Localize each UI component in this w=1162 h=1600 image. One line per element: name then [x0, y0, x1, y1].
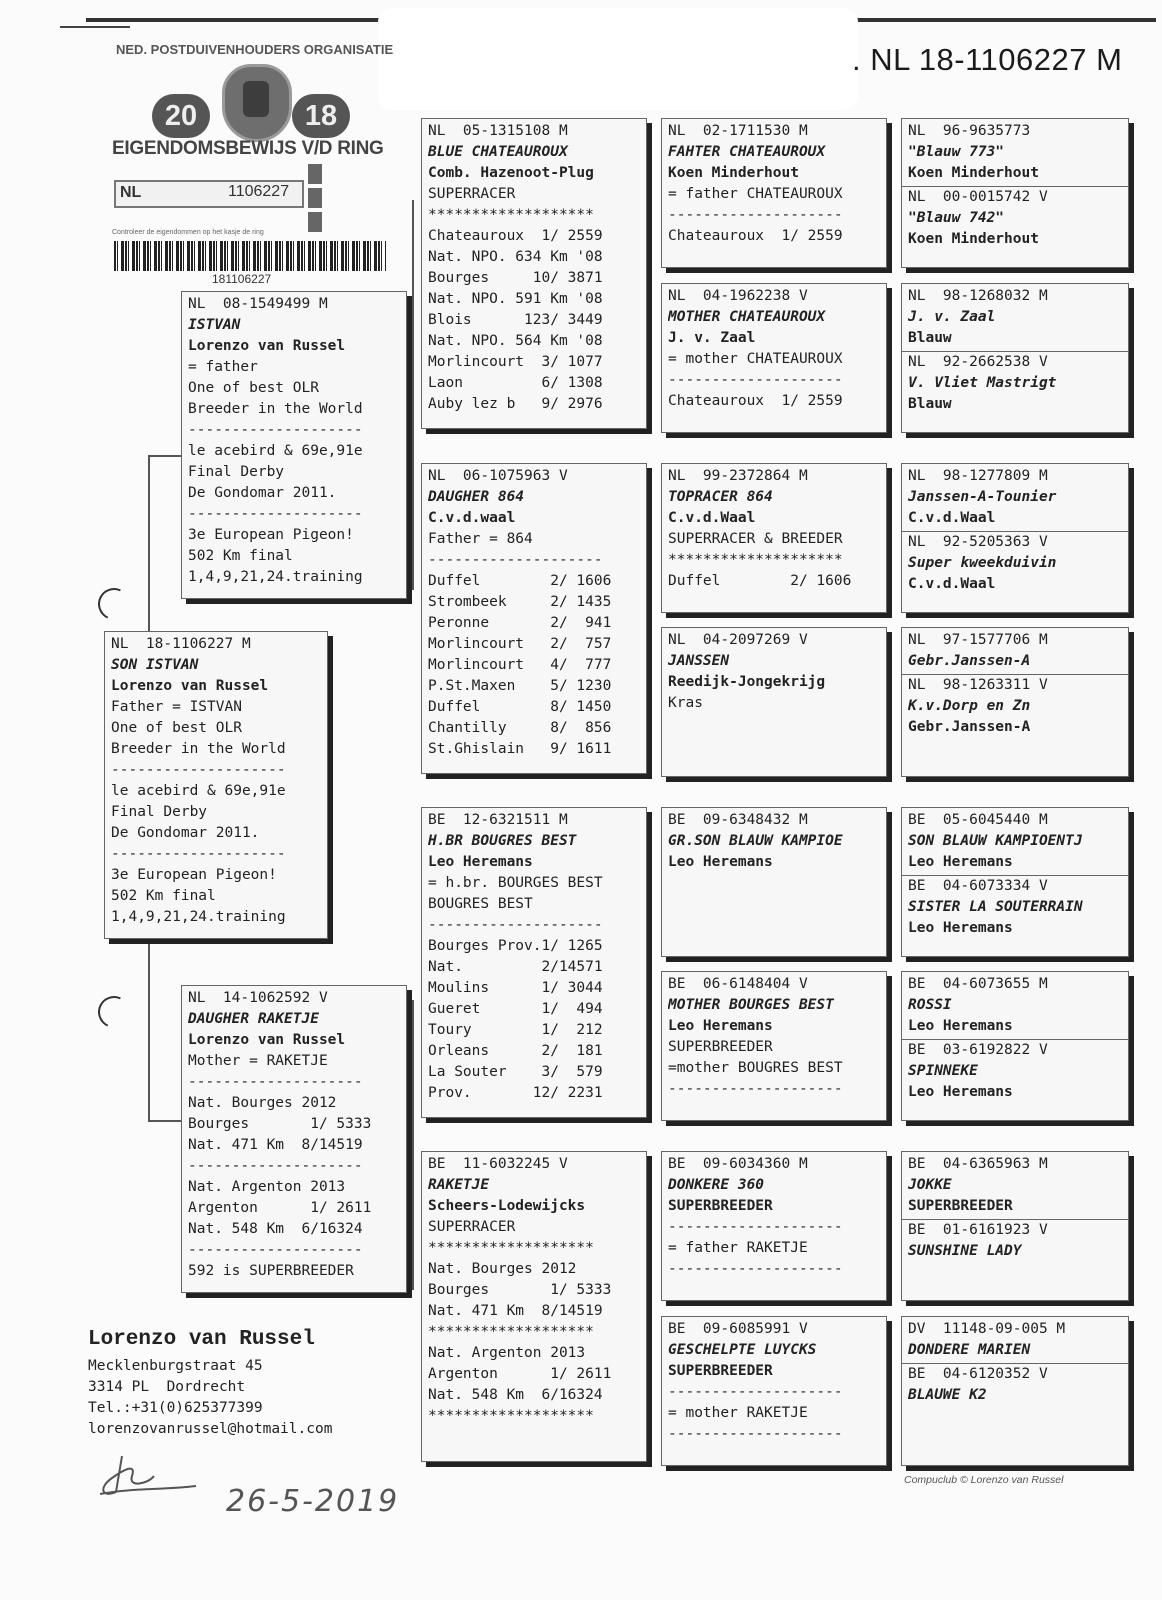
ring-certificate [112, 36, 398, 288]
ring-number: NL 06-1075963 V [428, 468, 568, 484]
pigeon-name: BLUE CHATEAUROUX [428, 144, 568, 160]
ring-number: BE 01-6161923 V [908, 1222, 1048, 1238]
pigeon-name: JOKKE [908, 1177, 952, 1193]
pigeon-box-gen4 [901, 283, 1129, 433]
detail-line: Father = ISTVAN [111, 699, 242, 715]
pigeon-box-gen4 [901, 627, 1129, 777]
ring-number: NL 14-1062592 V [188, 990, 328, 1006]
detail-line: 1,4,9,21,24.training [111, 909, 286, 925]
detail-line: Nat. 548 Km 6/16324 [188, 1221, 363, 1237]
detail-line: -------------------- [188, 1242, 363, 1258]
detail-line: Morlincourt 3/ 1077 [428, 354, 603, 370]
detail-line: 502 Km final [188, 548, 293, 564]
ring-number-title: . NL 18-1106227 M [852, 42, 1123, 77]
detail-line: -------------------- [111, 846, 286, 862]
ring-number: NL 99-2372864 M [668, 468, 808, 484]
detail-line: Chateauroux 1/ 2559 [428, 228, 603, 244]
detail-line: 502 Km final [111, 888, 216, 904]
detail-line: ******************** [668, 552, 843, 568]
detail-line: -------------------- [428, 917, 603, 933]
detail-line: Duffel 2/ 1606 [668, 573, 852, 589]
pigeon-name: BLAUWE K2 [908, 1387, 987, 1403]
ring-number: BE 09-6034360 M [668, 1156, 808, 1172]
ring-number: BE 04-6365963 M [908, 1156, 1048, 1172]
detail-line: One of best OLR [188, 380, 319, 396]
detail-line: Argenton 1/ 2611 [188, 1200, 372, 1216]
pigeon-box-gen3 [661, 807, 887, 957]
detail-line: = h.br. BOURGES BEST [428, 875, 603, 891]
ring-number: NL 00-0015742 V [908, 189, 1048, 205]
detail-line: Nat. Argenton 2013 [428, 1345, 586, 1361]
owner-name: Lorenzo van Russel [111, 678, 269, 694]
detail-line: SUPERRACER [428, 1219, 516, 1235]
pigeon-box-gen4 [901, 971, 1129, 1121]
detail-line: = mother CHATEAUROUX [668, 351, 843, 367]
ring-number: NL 05-1315108 M [428, 123, 568, 139]
detail-line: Toury 1/ 212 [428, 1022, 603, 1038]
pigeon-name: Janssen-A-Tounier [908, 489, 1057, 505]
pigeon-name: RAKETJE [428, 1177, 490, 1193]
certificate-control-text: Controleer de eigendommen op het kasje de ring [112, 229, 264, 236]
pigeon-name: MOTHER CHATEAUROUX [668, 309, 826, 325]
owner-name: Leo Heremans [668, 854, 773, 870]
detail-line: Chantilly 8/ 856 [428, 720, 612, 736]
owner-name: Blauw [908, 330, 952, 346]
pigeon-name: K.v.Dorp en Zn [908, 698, 1031, 714]
ring-number: BE 04-6120352 V [908, 1366, 1048, 1382]
breeder-street: Mecklenburgstraat 45 [88, 1358, 263, 1374]
detail-line: Bourges 10/ 3871 [428, 270, 603, 286]
ring-number: NL 96-9635773 [908, 123, 1031, 139]
pigeon-name: DONKERE 360 [668, 1177, 765, 1193]
top-rule-left [60, 26, 130, 28]
breeder-info [88, 1324, 332, 1440]
detail-line: = father CHATEAUROUX [668, 186, 843, 202]
connector-line [148, 455, 182, 457]
owner-name: Lorenzo van Russel [188, 1032, 346, 1048]
crest-icon [222, 64, 292, 142]
detail-line: ******************* [428, 1408, 594, 1424]
detail-line: Nat. 548 Km 6/16324 [428, 1387, 603, 1403]
owner-name: Leo Heremans [668, 1018, 773, 1034]
detail-line: SUPERRACER [428, 186, 516, 202]
pigeon-name: MOTHER BOURGES BEST [668, 997, 834, 1013]
ring-number: BE 12-6321511 M [428, 812, 568, 828]
detail-line: le acebird & 69e,91e [188, 443, 363, 459]
breeder-email: lorenzovanrussel@hotmail.com [88, 1421, 333, 1437]
owner-name: Lorenzo van Russel [188, 338, 346, 354]
detail-line: 1,4,9,21,24.training [188, 569, 363, 585]
ring-number: NL 92-2662538 V [908, 354, 1048, 370]
owner-name: Koen Minderhout [908, 165, 1039, 181]
pigeon-box-gen4 [901, 807, 1129, 957]
detail-line: Orleans 2/ 181 [428, 1043, 603, 1059]
pigeon-name: GESCHELPTE LUYCKS [668, 1342, 817, 1358]
detail-line: BOUGRES BEST [428, 896, 533, 912]
owner-name: Blauw [908, 396, 952, 412]
ring-number: BE 06-6148404 V [668, 976, 808, 992]
detail-line: -------------------- [668, 1261, 843, 1277]
pigeon-box-gen3 [661, 463, 887, 613]
certificate-ring: 1106227 [228, 183, 290, 200]
pigeon-box-gen3 [661, 1151, 887, 1301]
detail-line: Peronne 2/ 941 [428, 615, 612, 631]
detail-line: De Gondomar 2011. [111, 825, 260, 841]
detail-line: Blois 123/ 3449 [428, 312, 603, 328]
pigeon-box-gen3 [661, 118, 887, 268]
pigeon-box-gen4 [901, 118, 1129, 268]
pigeon-name: TOPRACER 864 [668, 489, 773, 505]
ring-number: NL 98-1263311 V [908, 677, 1048, 693]
detail-line: La Souter 3/ 579 [428, 1064, 603, 1080]
detail-line: Laon 6/ 1308 [428, 375, 603, 391]
detail-line: 592 is SUPERBREEDER [188, 1263, 354, 1279]
detail-line: -------------------- [111, 762, 286, 778]
detail-line: -------------------- [668, 372, 843, 388]
pigeon-name: "Blauw 742" [908, 210, 1005, 226]
ring-number: NL 18-1106227 M [111, 636, 251, 652]
detail-line: Morlincourt 4/ 777 [428, 657, 612, 673]
connector-line [412, 200, 414, 590]
detail-line: Argenton 1/ 2611 [428, 1366, 612, 1382]
pigeon-name: DONDERE MARIEN [908, 1342, 1031, 1358]
certificate-title: EIGENDOMSBEWIJS V/D RING [112, 138, 384, 159]
detail-line: Kras [668, 695, 703, 711]
ring-number: BE 09-6348432 M [668, 812, 808, 828]
owner-name: Leo Heremans [908, 920, 1013, 936]
detail-line: Chateauroux 1/ 2559 [668, 228, 843, 244]
detail-line: 3e European Pigeon! [111, 867, 277, 883]
certificate-year-left: 20 [152, 94, 210, 138]
ring-number: NL 04-1962238 V [668, 288, 808, 304]
ring-number: NL 98-1277809 M [908, 468, 1048, 484]
owner-name: Leo Heremans [908, 1084, 1013, 1100]
pigeon-name: SPINNEKE [908, 1063, 978, 1079]
owner-name: SUPERBREEDER [908, 1198, 1013, 1214]
detail-line: Bourges Prov.1/ 1265 [428, 938, 603, 954]
detail-line: Nat. NPO. 634 Km '08 [428, 249, 603, 265]
detail-line: -------------------- [668, 1081, 843, 1097]
pigeon-box-sire [181, 291, 407, 599]
detail-line: Bourges 1/ 5333 [188, 1116, 372, 1132]
detail-line: Nat. 471 Km 8/14519 [188, 1137, 363, 1153]
signature-icon [92, 1448, 202, 1508]
detail-line: Moulins 1/ 3044 [428, 980, 603, 996]
connector-line [412, 1000, 414, 1290]
certificate-year-right: 18 [292, 94, 350, 138]
pigeon-box-gen3 [661, 627, 887, 777]
detail-line: Morlincourt 2/ 757 [428, 636, 612, 652]
detail-line: Nat. Argenton 2013 [188, 1179, 346, 1195]
owner-name: SUPERBREEDER [668, 1363, 773, 1379]
footer-credit: Compuclub © Lorenzo van Russel [904, 1474, 1064, 1486]
ring-number: NL 97-1577706 M [908, 632, 1048, 648]
ring-number: BE 11-6032245 V [428, 1156, 568, 1172]
connector-line [148, 455, 150, 633]
owner-name: Koen Minderhout [908, 231, 1039, 247]
detail-line: Father = 864 [428, 531, 533, 547]
owner-name: J. v. Zaal [668, 330, 756, 346]
detail-line: -------------------- [668, 1426, 843, 1442]
detail-line: P.St.Maxen 5/ 1230 [428, 678, 612, 694]
detail-line: Auby lez b 9/ 2976 [428, 396, 603, 412]
detail-line: Duffel 8/ 1450 [428, 699, 612, 715]
pigeon-name: J. v. Zaal [908, 309, 996, 325]
ring-number: NL 08-1549499 M [188, 296, 328, 312]
detail-line: De Gondomar 2011. [188, 485, 337, 501]
pigeon-box-gen3 [661, 1316, 887, 1466]
pigeon-box-dam-dam [421, 1151, 647, 1462]
detail-line: = mother RAKETJE [668, 1405, 808, 1421]
pigeon-box-gen4 [901, 463, 1129, 613]
certificate-org: NED. POSTDUIVENHOUDERS ORGANISATIE [116, 42, 394, 57]
pigeon-box-gen3 [661, 283, 887, 433]
detail-line: Mother = RAKETJE [188, 1053, 328, 1069]
owner-name: C.v.d.Waal [668, 510, 756, 526]
pigeon-name: V. Vliet Mastrigt [908, 375, 1057, 391]
owner-name: C.v.d.waal [428, 510, 516, 526]
punch-hole-icon [93, 583, 134, 624]
ring-number: BE 04-6073334 V [908, 878, 1048, 894]
breeder-phone: Tel.:+31(0)625377399 [88, 1400, 263, 1416]
owner-name: C.v.d.Waal [908, 576, 996, 592]
detail-line: Breeder in the World [111, 741, 286, 757]
pigeon-box-gen3 [661, 971, 887, 1121]
detail-line: SUPERBREEDER [668, 1039, 773, 1055]
pigeon-name: JANSSEN [668, 653, 730, 669]
ring-number: NL 04-2097269 V [668, 632, 808, 648]
pigeon-box-gen4 [901, 1316, 1129, 1466]
owner-name: Leo Heremans [908, 854, 1013, 870]
pigeon-box-sire-dam [421, 463, 647, 774]
redacted-area [378, 8, 858, 110]
pigeon-name: H.BR BOUGRES BEST [428, 833, 577, 849]
pigeon-name: SISTER LA SOUTERRAIN [908, 899, 1083, 915]
pigeon-box-gen4 [901, 1151, 1129, 1301]
pigeon-name: ROSSI [908, 997, 952, 1013]
detail-line: One of best OLR [111, 720, 242, 736]
detail-line: -------------------- [668, 1384, 843, 1400]
detail-line: le acebird & 69e,91e [111, 783, 286, 799]
pigeon-name: ISTVAN [188, 317, 241, 333]
ring-number: BE 05-6045440 M [908, 812, 1048, 828]
detail-line: -------------------- [668, 1219, 843, 1235]
pigeon-name: DAUGHER 864 [428, 489, 525, 505]
owner-name: Gebr.Janssen-A [908, 719, 1031, 735]
pigeon-box-subject [104, 631, 328, 939]
flag-icon [308, 188, 322, 208]
detail-line: 3e European Pigeon! [188, 527, 354, 543]
pigeon-box-sire-sire [421, 118, 647, 429]
detail-line: Nat. Bourges 2012 [188, 1095, 337, 1111]
owner-name: Koen Minderhout [668, 165, 799, 181]
owner-name: Leo Heremans [428, 854, 533, 870]
detail-line: -------------------- [188, 1074, 363, 1090]
ring-number: DV 11148-09-005 M [908, 1321, 1066, 1337]
pigeon-name: SON ISTVAN [111, 657, 199, 673]
detail-line: Final Derby [188, 464, 285, 480]
barcode-number: 181106227 [212, 272, 272, 286]
ring-number: NL 02-1711530 M [668, 123, 808, 139]
detail-line: -------------------- [668, 207, 843, 223]
detail-line: St.Ghislain 9/ 1611 [428, 741, 612, 757]
ring-number: BE 04-6073655 M [908, 976, 1048, 992]
detail-line: -------------------- [188, 422, 363, 438]
detail-line: = father RAKETJE [668, 1240, 808, 1256]
barcode [114, 241, 386, 271]
detail-line: ******************* [428, 1240, 594, 1256]
owner-name: Reedijk-Jongekrijg [668, 674, 826, 690]
flag-icon [308, 164, 322, 184]
detail-line: Duffel 2/ 1606 [428, 573, 612, 589]
detail-line: Nat. 471 Km 8/14519 [428, 1303, 603, 1319]
breeder-city: 3314 PL Dordrecht [88, 1379, 246, 1395]
detail-line: Nat. NPO. 564 Km '08 [428, 333, 603, 349]
detail-line: Final Derby [111, 804, 208, 820]
flag-icon [308, 212, 322, 232]
ring-number: BE 03-6192822 V [908, 1042, 1048, 1058]
pigeon-name: GR.SON BLAUW KAMPIOE [668, 833, 843, 849]
detail-line: SUPERRACER & BREEDER [668, 531, 843, 547]
detail-line: ******************* [428, 207, 594, 223]
owner-name: SUPERBREEDER [668, 1198, 773, 1214]
detail-line: -------------------- [188, 1158, 363, 1174]
detail-line: Strombeek 2/ 1435 [428, 594, 612, 610]
detail-line: =mother BOUGRES BEST [668, 1060, 843, 1076]
ring-number: NL 92-5205363 V [908, 534, 1048, 550]
detail-line: ******************* [428, 1324, 594, 1340]
detail-line: Prov. 12/ 2231 [428, 1085, 603, 1101]
pigeon-name: FAHTER CHATEAUROUX [668, 144, 826, 160]
pigeon-name: Gebr.Janssen-A [908, 653, 1031, 669]
detail-line: Nat. Bourges 2012 [428, 1261, 577, 1277]
pigeon-box-dam [181, 985, 407, 1293]
connector-line [148, 942, 150, 1120]
certificate-country: NL [120, 184, 142, 201]
pigeon-name: Super kweekduivin [908, 555, 1057, 571]
detail-line: Bourges 1/ 5333 [428, 1282, 612, 1298]
detail-line: -------------------- [428, 552, 603, 568]
ring-number: BE 09-6085991 V [668, 1321, 808, 1337]
punch-hole-icon [93, 991, 134, 1032]
detail-line: Gueret 1/ 494 [428, 1001, 603, 1017]
owner-name: Comb. Hazenoot-Plug [428, 165, 594, 181]
detail-line: Breeder in the World [188, 401, 363, 417]
pigeon-name: SON BLAUW KAMPIOENTJ [908, 833, 1083, 849]
pigeon-name: SUNSHINE LADY [908, 1243, 1022, 1259]
detail-line: = father [188, 359, 258, 375]
detail-line: -------------------- [188, 506, 363, 522]
detail-line: Chateauroux 1/ 2559 [668, 393, 843, 409]
detail-line: Nat. 2/14571 [428, 959, 603, 975]
connector-line [148, 1120, 182, 1122]
detail-line: Nat. NPO. 591 Km '08 [428, 291, 603, 307]
pigeon-name: "Blauw 773" [908, 144, 1005, 160]
breeder-name: Lorenzo van Russel [88, 1328, 315, 1351]
pigeon-name: DAUGHER RAKETJE [188, 1011, 319, 1027]
owner-name: Scheers-Lodewijcks [428, 1198, 586, 1214]
certificate-ring-box [114, 180, 304, 208]
owner-name: Leo Heremans [908, 1018, 1013, 1034]
owner-name: C.v.d.Waal [908, 510, 996, 526]
ring-number: NL 98-1268032 M [908, 288, 1048, 304]
pigeon-box-dam-sire [421, 807, 647, 1118]
signature-date: 26-5-2019 [226, 1484, 400, 1519]
